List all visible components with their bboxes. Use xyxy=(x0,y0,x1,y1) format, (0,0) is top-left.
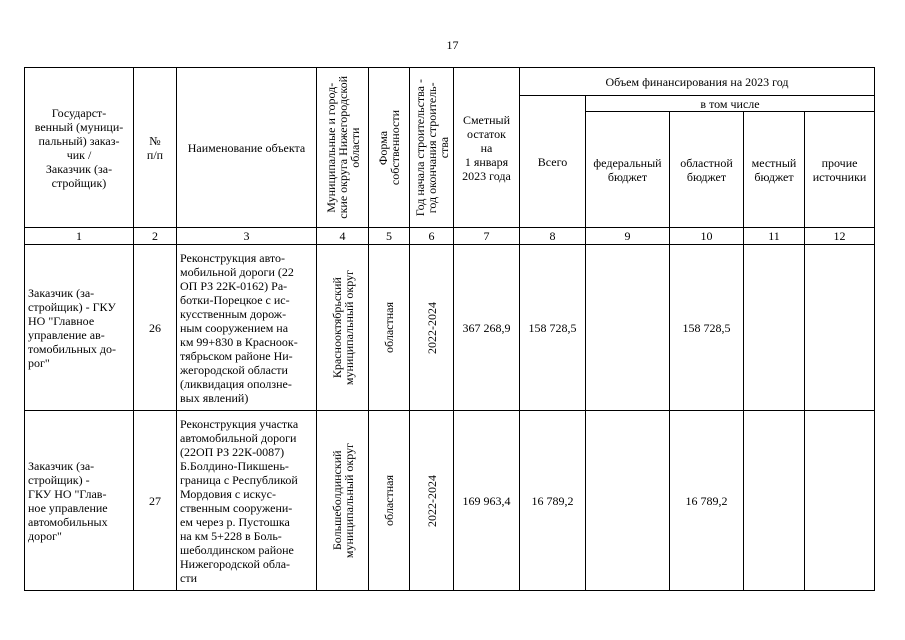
row-federal xyxy=(586,411,670,591)
column-number: 7 xyxy=(454,228,520,245)
row-other xyxy=(805,245,875,411)
column-number: 2 xyxy=(134,228,177,245)
row-estimated-balance: 367 268,9 xyxy=(454,245,520,411)
column-number: 6 xyxy=(410,228,454,245)
row-object-name: Реконструкция авто- мобильной дороги (22 ОП РЗ 22К-0162) Ра- ботки-Порецкое с ис- кусственным дорож- ным сооружением на км 99+830 в Красноок- тябрьском районе Ни- жегородской области (ликвидация оползне- вых явлений) xyxy=(177,245,317,411)
row-municipality: Краснооктябрьский муниципальный округ xyxy=(317,245,369,411)
row-federal xyxy=(586,245,670,411)
row-ownership: областная xyxy=(369,411,410,591)
header-years: Год начала строительства - год окончания строитель- ства xyxy=(410,68,454,228)
column-number: 10 xyxy=(670,228,744,245)
column-number: 11 xyxy=(744,228,805,245)
column-number: 1 xyxy=(25,228,134,245)
row-number: 27 xyxy=(134,411,177,591)
row-regional: 158 728,5 xyxy=(670,245,744,411)
header-total: Всего xyxy=(520,96,586,228)
page-number: 17 xyxy=(446,38,459,52)
row-ownership: областная xyxy=(369,245,410,411)
column-number: 8 xyxy=(520,228,586,245)
column-number: 5 xyxy=(369,228,410,245)
header-object-name: Наименование объекта xyxy=(177,68,317,228)
header-local: местный бюджет xyxy=(744,112,805,228)
table-row xyxy=(25,411,875,591)
row-regional: 16 789,2 xyxy=(670,411,744,591)
header-customer: Государст- венный (муници- пальный) заказ- чик / Заказчик (за- стройщик) xyxy=(25,68,134,228)
header-number: № п/п xyxy=(134,68,177,228)
header-estimated-balance: Сметный остаток на 1 января 2023 года xyxy=(454,68,520,228)
header-financing-2023: Объем финансирования на 2023 год xyxy=(520,68,875,96)
row-object-name: Реконструкция участка автомобильной дороги (22ОП РЗ 22К-0087) Б.Болдино-Пикшень- граница с Республикой Мордовия с искус- ственным сооружени- ем через р. Пустошка на км 5+228 в Боль- шеболдинском районе Нижегородской обла- сти xyxy=(177,411,317,591)
row-customer: Заказчик (за- стройщик) - ГКУ НО "Главное управление ав- томобильных до- рог" xyxy=(25,245,134,411)
row-total: 16 789,2 xyxy=(520,411,586,591)
row-other xyxy=(805,411,875,591)
row-total: 158 728,5 xyxy=(520,245,586,411)
row-municipality: Большеболдинский муниципальный округ xyxy=(317,411,369,591)
header-including: в том числе xyxy=(586,96,875,112)
header-other: прочие источники xyxy=(805,112,875,228)
row-years: 2022-2024 xyxy=(410,245,454,411)
header-row-1 xyxy=(25,68,875,96)
header-federal: федеральный бюджет xyxy=(586,112,670,228)
header-municipality: Муниципальные и город- ские округа Нижегородской области xyxy=(317,68,369,228)
column-number: 12 xyxy=(805,228,875,245)
table-row xyxy=(25,245,875,411)
row-local xyxy=(744,411,805,591)
financing-table xyxy=(24,67,875,591)
header-regional: областной бюджет xyxy=(670,112,744,228)
column-number: 4 xyxy=(317,228,369,245)
column-number: 3 xyxy=(177,228,317,245)
row-number: 26 xyxy=(134,245,177,411)
header-ownership: Форма собственности xyxy=(369,68,410,228)
column-numbers-row xyxy=(25,228,875,245)
column-number: 9 xyxy=(586,228,670,245)
row-local xyxy=(744,245,805,411)
row-estimated-balance: 169 963,4 xyxy=(454,411,520,591)
row-years: 2022-2024 xyxy=(410,411,454,591)
row-customer: Заказчик (за- стройщик) - ГКУ НО "Глав- ное управление автомобильных дорог" xyxy=(25,411,134,591)
